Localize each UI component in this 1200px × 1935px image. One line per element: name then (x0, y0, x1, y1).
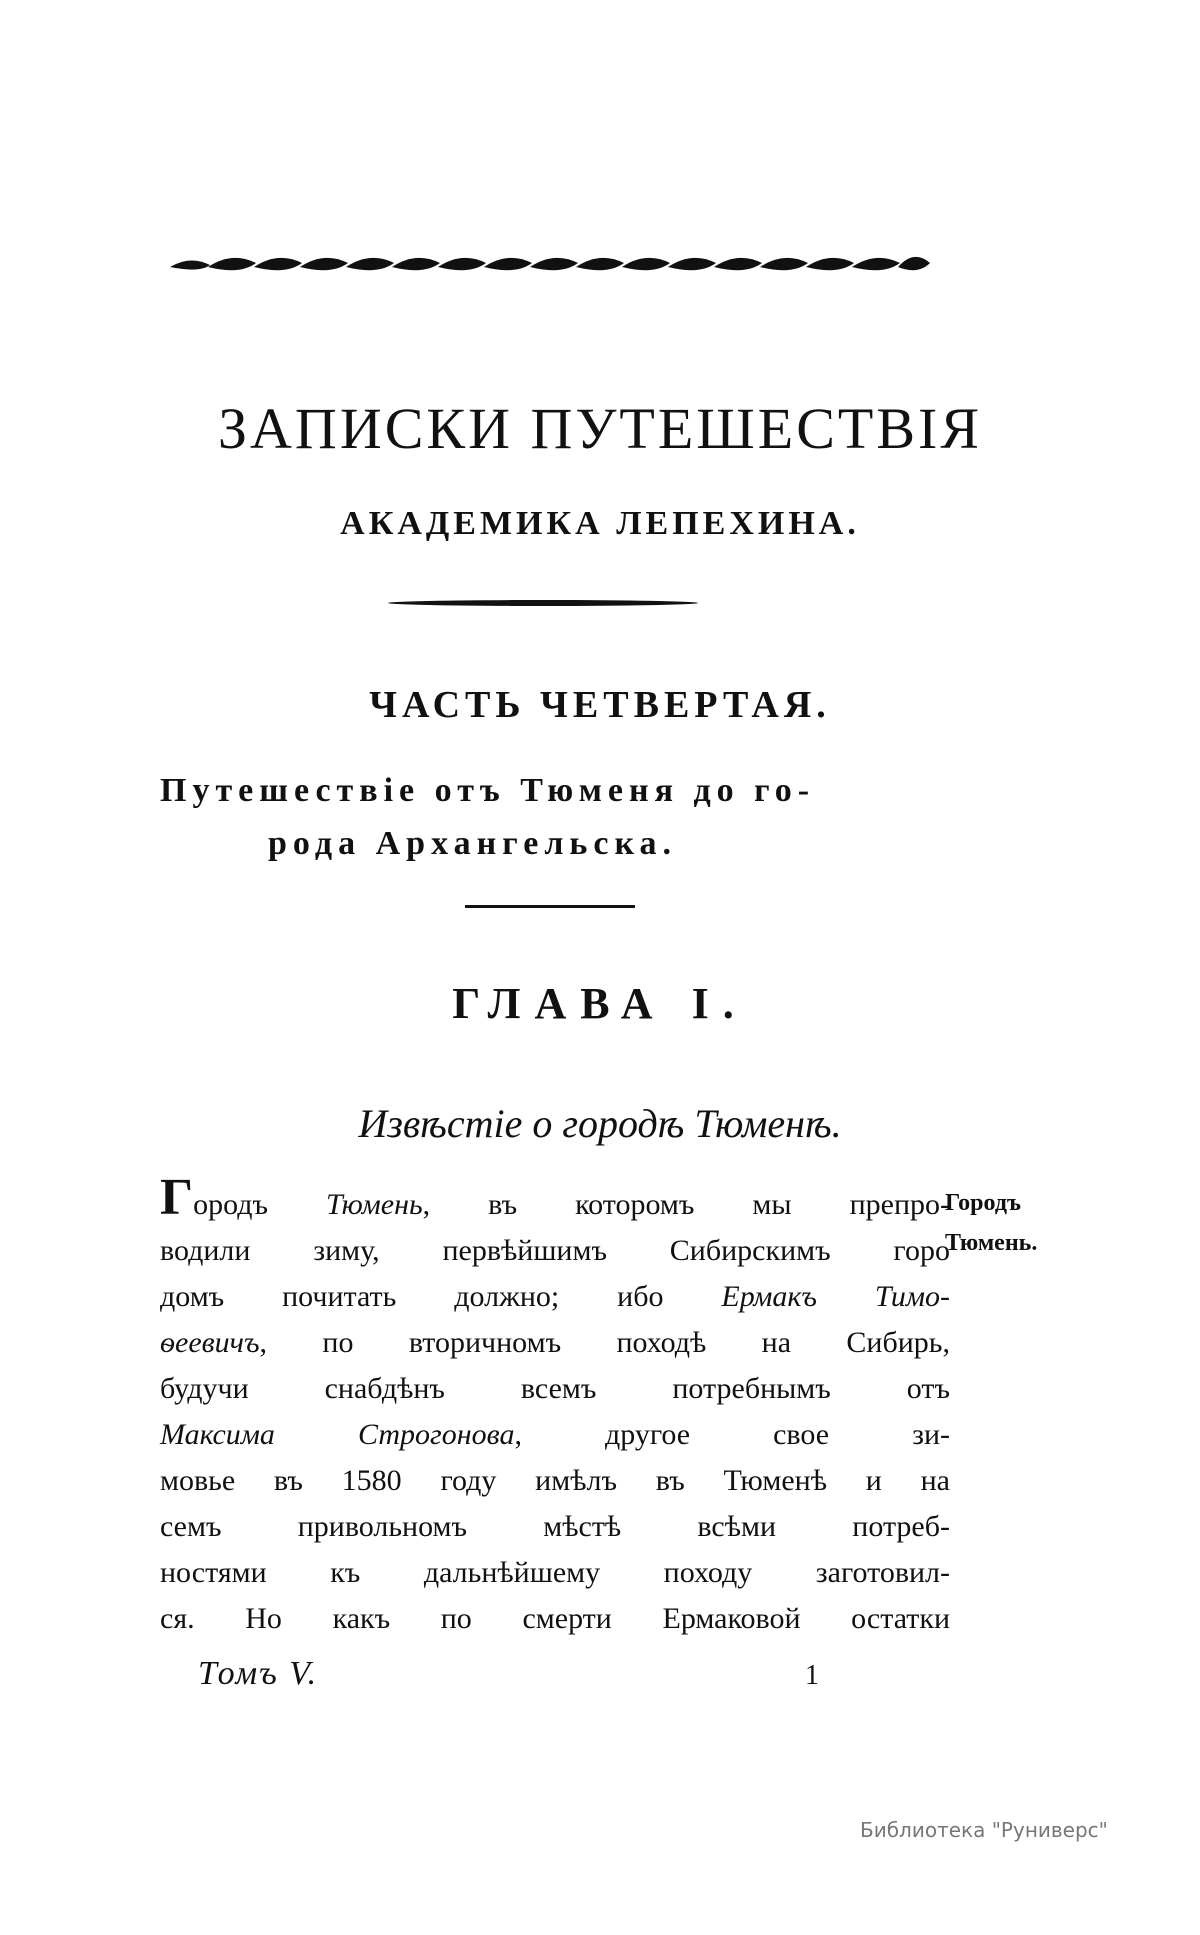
volume-signature: Томъ V. (198, 1655, 319, 1692)
body-line (160, 1412, 950, 1458)
body-line: водили зиму, первѣйшимъ Сибирскимъ горо (160, 1234, 950, 1267)
body-line: ся. Но какъ по смерти Ермаковой остатки (160, 1602, 950, 1635)
body-italic-span: Ермакъ Тимо- (721, 1280, 950, 1313)
library-watermark: Библиотека "Руниверс" (860, 1818, 1108, 1842)
margin-note-line: Тюмень. (945, 1230, 1038, 1256)
body-text-span: домъ почитать должно; ибо (160, 1280, 722, 1313)
journey-title-line-2: рода Архангельска. (268, 825, 678, 862)
body-italic-span: ѳеевичъ (160, 1326, 260, 1359)
body-italic-span: Максима Строгонова (160, 1418, 515, 1451)
body-text-span: , по вторичномъ походѣ на Сибирь, (259, 1326, 950, 1359)
journey-title-line-1: Путешествіе отъ Тюменя до го- (160, 772, 816, 809)
drop-cap: Г (160, 1169, 194, 1226)
page-number: 1 (805, 1660, 819, 1691)
part-title: ЧАСТЬ ЧЕТВЕРТАЯ. (369, 684, 831, 726)
section-title: Извѣстіе о городѣ Тюменѣ. (358, 1101, 842, 1146)
book-author-subtitle: АКАДЕМИКА ЛЕПЕХИНА. (340, 505, 860, 542)
title-divider (388, 600, 698, 606)
body-line (160, 1320, 950, 1366)
decorative-ornament-border (170, 245, 930, 285)
margin-note-line: Городъ (945, 1190, 1021, 1216)
part-divider (465, 905, 635, 908)
body-text-span: , въ которомъ мы препро- (422, 1188, 950, 1221)
body-line (160, 1169, 950, 1228)
book-title: ЗАПИСКИ ПУТЕШЕСТВІЯ (217, 396, 983, 461)
body-line: будучи снабдѣнъ всемъ потребнымъ отъ (160, 1372, 950, 1405)
body-line: семъ привольномъ мѣстѣ всѣми потреб- (160, 1510, 950, 1543)
body-line: ностями къ дальнѣйшему походу заготовил- (160, 1556, 950, 1589)
body-line (160, 1274, 950, 1320)
body-line: мовье въ 1580 году имѣлъ въ Тюменѣ и на (160, 1464, 950, 1497)
body-text-span: , другое свое зи- (514, 1418, 950, 1451)
body-italic-span: Тюмень (326, 1188, 423, 1221)
body-text-span: ородъ (193, 1188, 327, 1221)
margin-note (945, 1183, 1085, 1263)
body-text (160, 1169, 950, 1642)
chapter-title: ГЛАВА І. (452, 979, 748, 1028)
